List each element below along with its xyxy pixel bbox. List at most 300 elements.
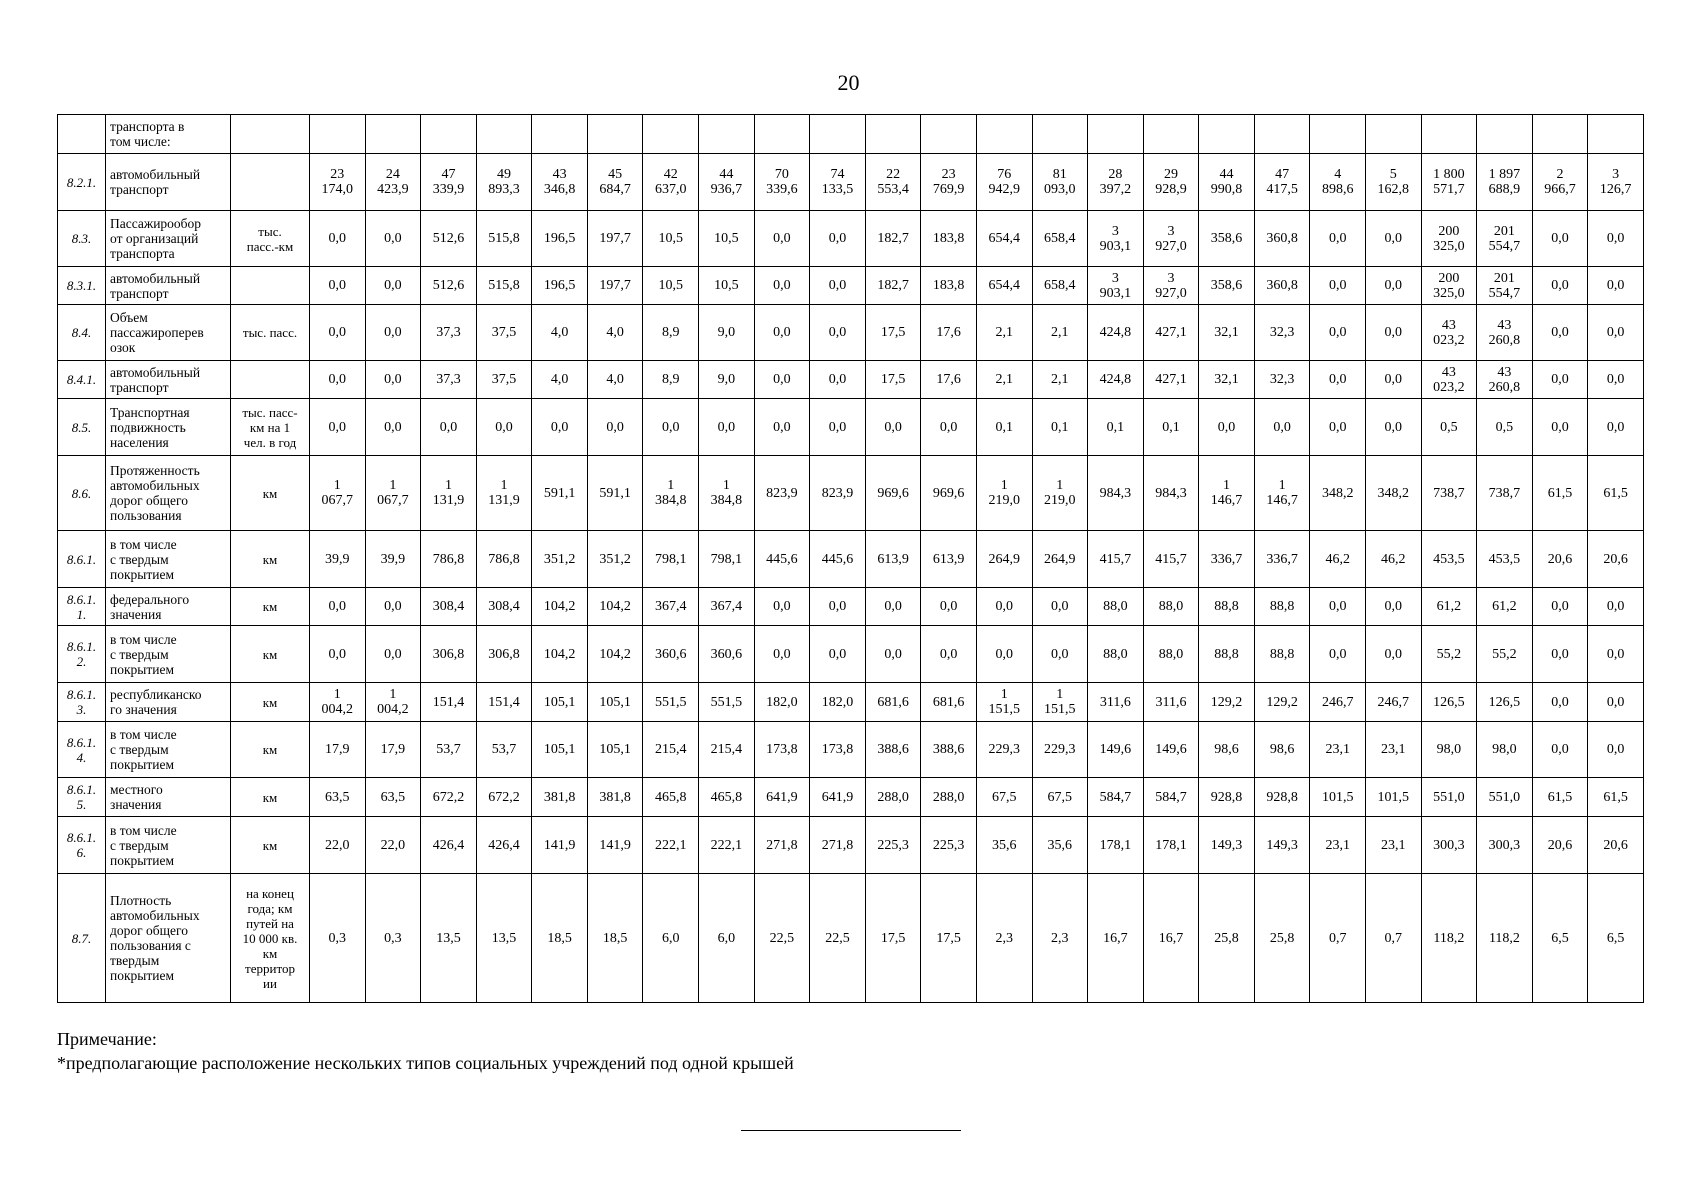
value-cell: 225,3 bbox=[921, 817, 977, 874]
value-cell: 0,0 bbox=[310, 211, 366, 267]
value-cell: 201 554,7 bbox=[1477, 267, 1533, 305]
value-cell: 229,3 bbox=[1032, 722, 1088, 778]
value-cell: 10,5 bbox=[643, 211, 699, 267]
row-unit-cell bbox=[231, 115, 310, 154]
value-cell: 118,2 bbox=[1477, 874, 1533, 1003]
value-cell: 465,8 bbox=[699, 778, 755, 817]
value-cell: 44 990,8 bbox=[1199, 154, 1255, 211]
row-number-cell: 8.6.1. 6. bbox=[58, 817, 106, 874]
value-cell: 17,6 bbox=[921, 361, 977, 399]
value-cell: 182,7 bbox=[865, 267, 921, 305]
value-cell: 32,1 bbox=[1199, 305, 1255, 361]
row-name-cell: Пассажирообор от организаций транспорта bbox=[106, 211, 231, 267]
value-cell: 178,1 bbox=[1088, 817, 1144, 874]
value-cell: 0,0 bbox=[365, 305, 421, 361]
value-cell: 427,1 bbox=[1143, 361, 1199, 399]
value-cell bbox=[1365, 115, 1421, 154]
value-cell: 0,0 bbox=[1588, 211, 1644, 267]
value-cell: 200 325,0 bbox=[1421, 267, 1477, 305]
value-cell: 0,0 bbox=[1588, 683, 1644, 722]
value-cell: 641,9 bbox=[810, 778, 866, 817]
value-cell: 98,0 bbox=[1421, 722, 1477, 778]
value-cell: 74 133,5 bbox=[810, 154, 866, 211]
page-number: 20 bbox=[837, 70, 860, 95]
value-cell: 415,7 bbox=[1088, 531, 1144, 588]
value-cell: 63,5 bbox=[365, 778, 421, 817]
row-number-cell: 8.6.1. 1. bbox=[58, 588, 106, 626]
row-name-cell: автомобильный транспорт bbox=[106, 154, 231, 211]
value-cell: 0,0 bbox=[1365, 588, 1421, 626]
value-cell: 4,0 bbox=[532, 361, 588, 399]
value-cell: 4,0 bbox=[532, 305, 588, 361]
value-cell: 88,0 bbox=[1088, 588, 1144, 626]
value-cell: 23,1 bbox=[1365, 817, 1421, 874]
value-cell: 0,0 bbox=[476, 399, 532, 456]
value-cell: 0,0 bbox=[699, 399, 755, 456]
row-unit-cell: км bbox=[231, 722, 310, 778]
value-cell: 29 928,9 bbox=[1143, 154, 1199, 211]
row-number-cell: 8.5. bbox=[58, 399, 106, 456]
value-cell: 658,4 bbox=[1032, 211, 1088, 267]
value-cell: 1 897 688,9 bbox=[1477, 154, 1533, 211]
value-cell: 0,0 bbox=[1032, 588, 1088, 626]
value-cell: 215,4 bbox=[643, 722, 699, 778]
value-cell: 182,0 bbox=[810, 683, 866, 722]
value-cell: 151,4 bbox=[476, 683, 532, 722]
value-cell: 81 093,0 bbox=[1032, 154, 1088, 211]
value-cell: 55,2 bbox=[1421, 626, 1477, 683]
value-cell: 738,7 bbox=[1421, 456, 1477, 531]
value-cell: 969,6 bbox=[865, 456, 921, 531]
value-cell: 182,7 bbox=[865, 211, 921, 267]
value-cell bbox=[587, 115, 643, 154]
value-cell: 0,0 bbox=[421, 399, 477, 456]
value-cell: 149,3 bbox=[1199, 817, 1255, 874]
value-cell: 0,0 bbox=[1532, 588, 1588, 626]
value-cell: 0,0 bbox=[1365, 399, 1421, 456]
value-cell: 17,5 bbox=[865, 305, 921, 361]
value-cell: 23,1 bbox=[1310, 817, 1366, 874]
value-cell: 0,0 bbox=[1310, 588, 1366, 626]
value-cell: 0,0 bbox=[1365, 626, 1421, 683]
value-cell: 0,0 bbox=[810, 305, 866, 361]
value-cell: 0,7 bbox=[1365, 874, 1421, 1003]
value-cell: 0,0 bbox=[754, 361, 810, 399]
value-cell: 424,8 bbox=[1088, 361, 1144, 399]
value-cell: 823,9 bbox=[754, 456, 810, 531]
value-cell: 173,8 bbox=[754, 722, 810, 778]
value-cell: 129,2 bbox=[1199, 683, 1255, 722]
value-cell: 76 942,9 bbox=[976, 154, 1032, 211]
value-cell: 798,1 bbox=[699, 531, 755, 588]
value-cell: 6,0 bbox=[699, 874, 755, 1003]
value-cell: 0,0 bbox=[976, 588, 1032, 626]
value-cell: 515,8 bbox=[476, 211, 532, 267]
value-cell bbox=[1199, 115, 1255, 154]
row-number-cell bbox=[58, 115, 106, 154]
footer-rule bbox=[741, 1130, 961, 1131]
value-cell: 105,1 bbox=[587, 683, 643, 722]
value-cell: 126,5 bbox=[1421, 683, 1477, 722]
value-cell bbox=[643, 115, 699, 154]
value-cell: 126,5 bbox=[1477, 683, 1533, 722]
table-row bbox=[58, 211, 1644, 267]
value-cell: 271,8 bbox=[810, 817, 866, 874]
value-cell: 426,4 bbox=[476, 817, 532, 874]
value-cell: 0,0 bbox=[810, 399, 866, 456]
value-cell: 4,0 bbox=[587, 361, 643, 399]
value-cell: 47 339,9 bbox=[421, 154, 477, 211]
value-cell: 551,5 bbox=[699, 683, 755, 722]
value-cell: 0,0 bbox=[310, 305, 366, 361]
value-cell: 308,4 bbox=[476, 588, 532, 626]
value-cell: 0,0 bbox=[1588, 626, 1644, 683]
value-cell: 348,2 bbox=[1365, 456, 1421, 531]
value-cell: 8,9 bbox=[643, 361, 699, 399]
value-cell: 39,9 bbox=[310, 531, 366, 588]
value-cell: 300,3 bbox=[1421, 817, 1477, 874]
value-cell: 43 260,8 bbox=[1477, 361, 1533, 399]
value-cell: 0,0 bbox=[1588, 305, 1644, 361]
value-cell: 984,3 bbox=[1143, 456, 1199, 531]
value-cell: 0,0 bbox=[754, 399, 810, 456]
value-cell: 101,5 bbox=[1365, 778, 1421, 817]
value-cell: 183,8 bbox=[921, 267, 977, 305]
value-cell: 969,6 bbox=[921, 456, 977, 531]
value-cell: 672,2 bbox=[421, 778, 477, 817]
value-cell: 49 893,3 bbox=[476, 154, 532, 211]
value-cell: 47 417,5 bbox=[1254, 154, 1310, 211]
value-cell: 183,8 bbox=[921, 211, 977, 267]
value-cell: 515,8 bbox=[476, 267, 532, 305]
value-cell: 10,5 bbox=[643, 267, 699, 305]
value-cell bbox=[865, 115, 921, 154]
value-cell: 20,6 bbox=[1588, 531, 1644, 588]
table-row bbox=[58, 267, 1644, 305]
row-name-cell: местного значения bbox=[106, 778, 231, 817]
value-cell: 0,1 bbox=[1088, 399, 1144, 456]
value-cell: 928,8 bbox=[1254, 778, 1310, 817]
value-cell: 0,0 bbox=[365, 399, 421, 456]
value-cell: 229,3 bbox=[976, 722, 1032, 778]
row-number-cell: 8.6.1. 3. bbox=[58, 683, 106, 722]
value-cell: 149,3 bbox=[1254, 817, 1310, 874]
value-cell: 0,0 bbox=[365, 361, 421, 399]
row-name-cell: в том числе с твердым покрытием bbox=[106, 626, 231, 683]
row-unit-cell bbox=[231, 267, 310, 305]
value-cell: 98,6 bbox=[1254, 722, 1310, 778]
value-cell: 88,0 bbox=[1143, 588, 1199, 626]
value-cell: 20,6 bbox=[1532, 531, 1588, 588]
row-number-cell: 8.4. bbox=[58, 305, 106, 361]
value-cell: 0,0 bbox=[1365, 267, 1421, 305]
row-unit-cell bbox=[231, 361, 310, 399]
value-cell: 63,5 bbox=[310, 778, 366, 817]
value-cell: 336,7 bbox=[1199, 531, 1255, 588]
value-cell: 225,3 bbox=[865, 817, 921, 874]
value-cell: 311,6 bbox=[1088, 683, 1144, 722]
row-name-cell: Протяженность автомобильных дорог общего пользования bbox=[106, 456, 231, 531]
row-number-cell: 8.4.1. bbox=[58, 361, 106, 399]
value-cell: 336,7 bbox=[1254, 531, 1310, 588]
value-cell: 3 903,1 bbox=[1088, 211, 1144, 267]
value-cell: 1 151,5 bbox=[976, 683, 1032, 722]
value-cell: 61,5 bbox=[1532, 778, 1588, 817]
row-number-cell: 8.6.1. 4. bbox=[58, 722, 106, 778]
row-name-cell: федерального значения bbox=[106, 588, 231, 626]
value-cell: 0,0 bbox=[365, 626, 421, 683]
value-cell: 22,5 bbox=[810, 874, 866, 1003]
value-cell: 0,0 bbox=[1532, 626, 1588, 683]
value-cell: 798,1 bbox=[643, 531, 699, 588]
value-cell: 0,0 bbox=[976, 626, 1032, 683]
value-cell: 360,8 bbox=[1254, 211, 1310, 267]
value-cell: 786,8 bbox=[476, 531, 532, 588]
table-row bbox=[58, 683, 1644, 722]
value-cell: 0,0 bbox=[1532, 305, 1588, 361]
value-cell: 98,0 bbox=[1477, 722, 1533, 778]
value-cell: 88,8 bbox=[1254, 588, 1310, 626]
value-cell: 591,1 bbox=[587, 456, 643, 531]
value-cell: 4 898,6 bbox=[1310, 154, 1366, 211]
value-cell: 88,0 bbox=[1143, 626, 1199, 683]
value-cell: 1 219,0 bbox=[976, 456, 1032, 531]
row-name-cell: автомобильный транспорт bbox=[106, 361, 231, 399]
value-cell: 1 384,8 bbox=[643, 456, 699, 531]
value-cell bbox=[421, 115, 477, 154]
value-cell: 0,0 bbox=[643, 399, 699, 456]
value-cell: 61,2 bbox=[1477, 588, 1533, 626]
value-cell: 129,2 bbox=[1254, 683, 1310, 722]
value-cell: 1 151,5 bbox=[1032, 683, 1088, 722]
value-cell: 1 146,7 bbox=[1199, 456, 1255, 531]
value-cell: 6,0 bbox=[643, 874, 699, 1003]
value-cell: 786,8 bbox=[421, 531, 477, 588]
value-cell: 0,0 bbox=[865, 588, 921, 626]
value-cell: 8,9 bbox=[643, 305, 699, 361]
row-unit-cell: км bbox=[231, 683, 310, 722]
value-cell: 381,8 bbox=[587, 778, 643, 817]
value-cell: 445,6 bbox=[754, 531, 810, 588]
value-cell: 173,8 bbox=[810, 722, 866, 778]
row-unit-cell: тыс. пасс.-км bbox=[231, 211, 310, 267]
value-cell: 2,1 bbox=[976, 361, 1032, 399]
value-cell: 0,0 bbox=[1532, 683, 1588, 722]
value-cell: 23 769,9 bbox=[921, 154, 977, 211]
value-cell: 5 162,8 bbox=[1365, 154, 1421, 211]
table-row bbox=[58, 154, 1644, 211]
value-cell: 0,0 bbox=[810, 211, 866, 267]
value-cell: 25,8 bbox=[1199, 874, 1255, 1003]
value-cell: 98,6 bbox=[1199, 722, 1255, 778]
value-cell: 1 004,2 bbox=[310, 683, 366, 722]
value-cell: 0,0 bbox=[1588, 267, 1644, 305]
value-cell: 9,0 bbox=[699, 361, 755, 399]
value-cell: 0,0 bbox=[1365, 211, 1421, 267]
value-cell: 654,4 bbox=[976, 211, 1032, 267]
value-cell: 17,5 bbox=[865, 361, 921, 399]
value-cell: 0,5 bbox=[1421, 399, 1477, 456]
value-cell: 0,7 bbox=[1310, 874, 1366, 1003]
value-cell: 360,6 bbox=[643, 626, 699, 683]
value-cell: 445,6 bbox=[810, 531, 866, 588]
value-cell: 0,0 bbox=[921, 588, 977, 626]
value-cell: 18,5 bbox=[587, 874, 643, 1003]
value-cell: 0,0 bbox=[1254, 399, 1310, 456]
value-cell: 0,0 bbox=[810, 267, 866, 305]
value-cell: 0,0 bbox=[365, 588, 421, 626]
row-name-cell: Плотность автомобильных дорог общего пользования с твердым покрытием bbox=[106, 874, 231, 1003]
value-cell: 984,3 bbox=[1088, 456, 1144, 531]
value-cell: 39,9 bbox=[365, 531, 421, 588]
value-cell: 44 936,7 bbox=[699, 154, 755, 211]
value-cell: 415,7 bbox=[1143, 531, 1199, 588]
row-name-cell: автомобильный транспорт bbox=[106, 267, 231, 305]
value-cell: 0,0 bbox=[921, 399, 977, 456]
value-cell: 0,0 bbox=[1310, 626, 1366, 683]
table-row bbox=[58, 817, 1644, 874]
value-cell: 0,0 bbox=[1365, 361, 1421, 399]
value-cell: 149,6 bbox=[1088, 722, 1144, 778]
row-name-cell: в том числе с твердым покрытием bbox=[106, 817, 231, 874]
value-cell: 738,7 bbox=[1477, 456, 1533, 531]
value-cell: 551,5 bbox=[643, 683, 699, 722]
value-cell: 658,4 bbox=[1032, 267, 1088, 305]
row-number-cell: 8.7. bbox=[58, 874, 106, 1003]
value-cell: 196,5 bbox=[532, 267, 588, 305]
value-cell: 105,1 bbox=[532, 683, 588, 722]
value-cell: 67,5 bbox=[1032, 778, 1088, 817]
row-unit-cell: тыс. пасс. bbox=[231, 305, 310, 361]
value-cell: 10,5 bbox=[699, 211, 755, 267]
table-row bbox=[58, 722, 1644, 778]
value-cell: 0,0 bbox=[587, 399, 643, 456]
table-row bbox=[58, 588, 1644, 626]
value-cell: 367,4 bbox=[699, 588, 755, 626]
value-cell: 0,0 bbox=[1365, 305, 1421, 361]
value-cell bbox=[1588, 115, 1644, 154]
row-unit-cell bbox=[231, 154, 310, 211]
value-cell: 246,7 bbox=[1365, 683, 1421, 722]
value-cell: 20,6 bbox=[1532, 817, 1588, 874]
value-cell bbox=[1421, 115, 1477, 154]
value-cell: 453,5 bbox=[1421, 531, 1477, 588]
row-number-cell: 8.6.1. 5. bbox=[58, 778, 106, 817]
value-cell: 311,6 bbox=[1143, 683, 1199, 722]
value-cell: 0,0 bbox=[1310, 267, 1366, 305]
value-cell: 43 023,2 bbox=[1421, 305, 1477, 361]
value-cell: 17,9 bbox=[310, 722, 366, 778]
value-cell: 35,6 bbox=[976, 817, 1032, 874]
value-cell: 61,5 bbox=[1532, 456, 1588, 531]
table-row bbox=[58, 531, 1644, 588]
value-cell: 551,0 bbox=[1421, 778, 1477, 817]
table-row bbox=[58, 778, 1644, 817]
value-cell: 0,1 bbox=[1032, 399, 1088, 456]
row-number-cell: 8.2.1. bbox=[58, 154, 106, 211]
row-unit-cell: км bbox=[231, 626, 310, 683]
note-title: Примечание: bbox=[57, 1029, 157, 1049]
row-name-cell: транспорта в том числе: bbox=[106, 115, 231, 154]
value-cell: 271,8 bbox=[754, 817, 810, 874]
value-cell: 1 146,7 bbox=[1254, 456, 1310, 531]
value-cell: 0,5 bbox=[1477, 399, 1533, 456]
value-cell: 0,0 bbox=[310, 588, 366, 626]
row-unit-cell: км bbox=[231, 531, 310, 588]
value-cell: 288,0 bbox=[921, 778, 977, 817]
value-cell: 0,0 bbox=[1532, 361, 1588, 399]
value-cell: 6,5 bbox=[1588, 874, 1644, 1003]
value-cell: 306,8 bbox=[421, 626, 477, 683]
value-cell: 1 131,9 bbox=[476, 456, 532, 531]
value-cell: 0,0 bbox=[1310, 399, 1366, 456]
value-cell: 654,4 bbox=[976, 267, 1032, 305]
value-cell bbox=[699, 115, 755, 154]
value-cell: 46,2 bbox=[1310, 531, 1366, 588]
value-cell: 0,0 bbox=[1588, 361, 1644, 399]
value-cell: 0,0 bbox=[1532, 267, 1588, 305]
row-name-cell: Объем пассажироперев озок bbox=[106, 305, 231, 361]
value-cell: 351,2 bbox=[532, 531, 588, 588]
value-cell: 17,5 bbox=[865, 874, 921, 1003]
value-cell bbox=[1310, 115, 1366, 154]
value-cell: 37,3 bbox=[421, 305, 477, 361]
value-cell: 264,9 bbox=[1032, 531, 1088, 588]
note-text: *предполагающие расположение нескольких типов социальных учреждений под одной крышей bbox=[57, 1053, 794, 1073]
value-cell: 25,8 bbox=[1254, 874, 1310, 1003]
value-cell: 1 800 571,7 bbox=[1421, 154, 1477, 211]
table-row bbox=[58, 626, 1644, 683]
value-cell: 17,5 bbox=[921, 874, 977, 1003]
value-cell: 32,3 bbox=[1254, 305, 1310, 361]
value-cell: 0,0 bbox=[310, 399, 366, 456]
value-cell: 45 684,7 bbox=[587, 154, 643, 211]
value-cell: 2 966,7 bbox=[1532, 154, 1588, 211]
value-cell: 101,5 bbox=[1310, 778, 1366, 817]
value-cell: 613,9 bbox=[865, 531, 921, 588]
table-row bbox=[58, 399, 1644, 456]
value-cell: 358,6 bbox=[1199, 211, 1255, 267]
value-cell: 0,0 bbox=[754, 305, 810, 361]
value-cell: 381,8 bbox=[532, 778, 588, 817]
row-unit-cell: км bbox=[231, 456, 310, 531]
value-cell: 2,3 bbox=[976, 874, 1032, 1003]
value-cell: 20,6 bbox=[1588, 817, 1644, 874]
row-name-cell: Транспортная подвижность населения bbox=[106, 399, 231, 456]
row-unit-cell: тыс. пасс- км на 1 чел. в год bbox=[231, 399, 310, 456]
value-cell: 427,1 bbox=[1143, 305, 1199, 361]
value-cell: 0,0 bbox=[1588, 399, 1644, 456]
value-cell: 0,0 bbox=[365, 211, 421, 267]
value-cell: 43 346,8 bbox=[532, 154, 588, 211]
value-cell: 10,5 bbox=[699, 267, 755, 305]
value-cell bbox=[310, 115, 366, 154]
value-cell: 61,2 bbox=[1421, 588, 1477, 626]
value-cell: 681,6 bbox=[865, 683, 921, 722]
value-cell: 613,9 bbox=[921, 531, 977, 588]
value-cell: 0,0 bbox=[532, 399, 588, 456]
value-cell: 200 325,0 bbox=[1421, 211, 1477, 267]
value-cell: 246,7 bbox=[1310, 683, 1366, 722]
value-cell: 105,1 bbox=[587, 722, 643, 778]
value-cell: 67,5 bbox=[976, 778, 1032, 817]
value-cell bbox=[976, 115, 1032, 154]
value-cell: 823,9 bbox=[810, 456, 866, 531]
table-row bbox=[58, 305, 1644, 361]
value-cell: 46,2 bbox=[1365, 531, 1421, 588]
value-cell: 465,8 bbox=[643, 778, 699, 817]
value-cell bbox=[1254, 115, 1310, 154]
